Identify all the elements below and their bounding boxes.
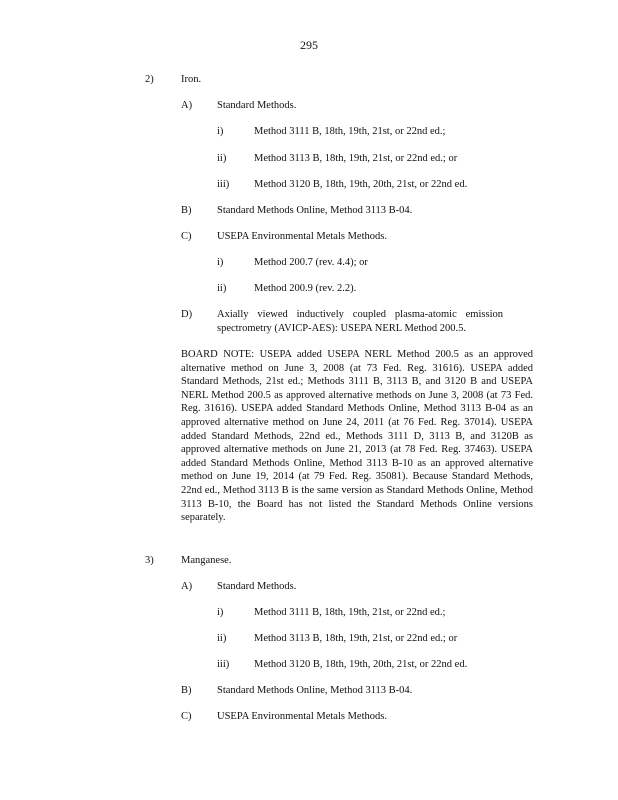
subitem-text: Method 200.9 (rev. 2.2).: [254, 283, 357, 294]
item-label: D): [181, 309, 193, 320]
item-label: B): [181, 205, 192, 216]
subitem-text: Method 3113 B, 18th, 19th, 21st, or 22nd ed.; or: [254, 633, 458, 644]
subitem-label: iii): [217, 179, 230, 190]
subitem-label: i): [217, 257, 224, 268]
item-text: Standard Methods.: [217, 581, 297, 592]
subitem-label: i): [217, 607, 224, 618]
item-text: Axially viewed inductively coupled plasma-atomic emission spectrometry (AVICP-AES): USEPA NERL Method 200.5.: [217, 309, 503, 334]
subitem-text: Method 3120 B, 18th, 19th, 20th, 21st, or 22nd ed.: [254, 659, 468, 670]
item-label: B): [181, 685, 192, 696]
subitem-text: Method 200.7 (rev. 4.4); or: [254, 257, 368, 268]
subitem-label: i): [217, 126, 224, 137]
item-label: A): [181, 100, 193, 111]
item-label: C): [181, 231, 192, 242]
subitem-text: Method 3111 B, 18th, 19th, 21st, or 22nd ed.;: [254, 126, 446, 137]
section-number: 3): [145, 555, 154, 566]
section-title: Iron.: [181, 74, 202, 85]
item-text: USEPA Environmental Metals Methods.: [217, 231, 387, 242]
subitem-text: Method 3113 B, 18th, 19th, 21st, or 22nd ed.; or: [254, 153, 458, 164]
subitem-label: iii): [217, 659, 230, 670]
board-note: BOARD NOTE: USEPA added USEPA NERL Method 200.5 as an approved alternative method on June 3, 2008 (at 73 Fed. Reg. 31616). USEPA added Standard Methods, 21st ed.; Methods 3111 B, 3113 B, and 3120 B and USEPA NERL Method 200.5 as approved alternative methods on June 3, 2008 (at 73 Fed. Reg. 31616). USEPA added Standard Methods Online, Method 3113 B-04 as an approved alternative method on June 24, 2011 (at 76 Fed. Reg. 37014). USEPA added Standard Methods, 22nd ed., Methods 3111 D, 3113 B, and 3120B as approved alternative methods on June 21, 2013 (at 78 Fed. Reg. 37463). USEPA added Standard Methods Online, Method 3113 B-10 as an approved alternative method on June 19, 2014 (at 79 Fed. Reg. 35081). Because Standard Methods, 22nd ed., Method 3113 B is the same version as Standard Methods Online, Method 3113 B-10, the Board has not listed the Standard Methods Online versions separately.: [181, 349, 533, 524]
section-number: 2): [145, 74, 154, 85]
subitem-label: ii): [217, 153, 227, 164]
item-text: Standard Methods Online, Method 3113 B-04.: [217, 685, 413, 696]
item-text: Standard Methods Online, Method 3113 B-04.: [217, 205, 413, 216]
item-text: USEPA Environmental Metals Methods.: [217, 711, 387, 722]
item-label: A): [181, 581, 193, 592]
subitem-label: ii): [217, 283, 227, 294]
subitem-label: ii): [217, 633, 227, 644]
item-text: Standard Methods.: [217, 100, 297, 111]
page-number: 295: [300, 38, 318, 52]
subitem-text: Method 3120 B, 18th, 19th, 20th, 21st, or 22nd ed.: [254, 179, 468, 190]
section-title: Manganese.: [181, 555, 232, 566]
item-label: C): [181, 711, 192, 722]
subitem-text: Method 3111 B, 18th, 19th, 21st, or 22nd ed.;: [254, 607, 446, 618]
